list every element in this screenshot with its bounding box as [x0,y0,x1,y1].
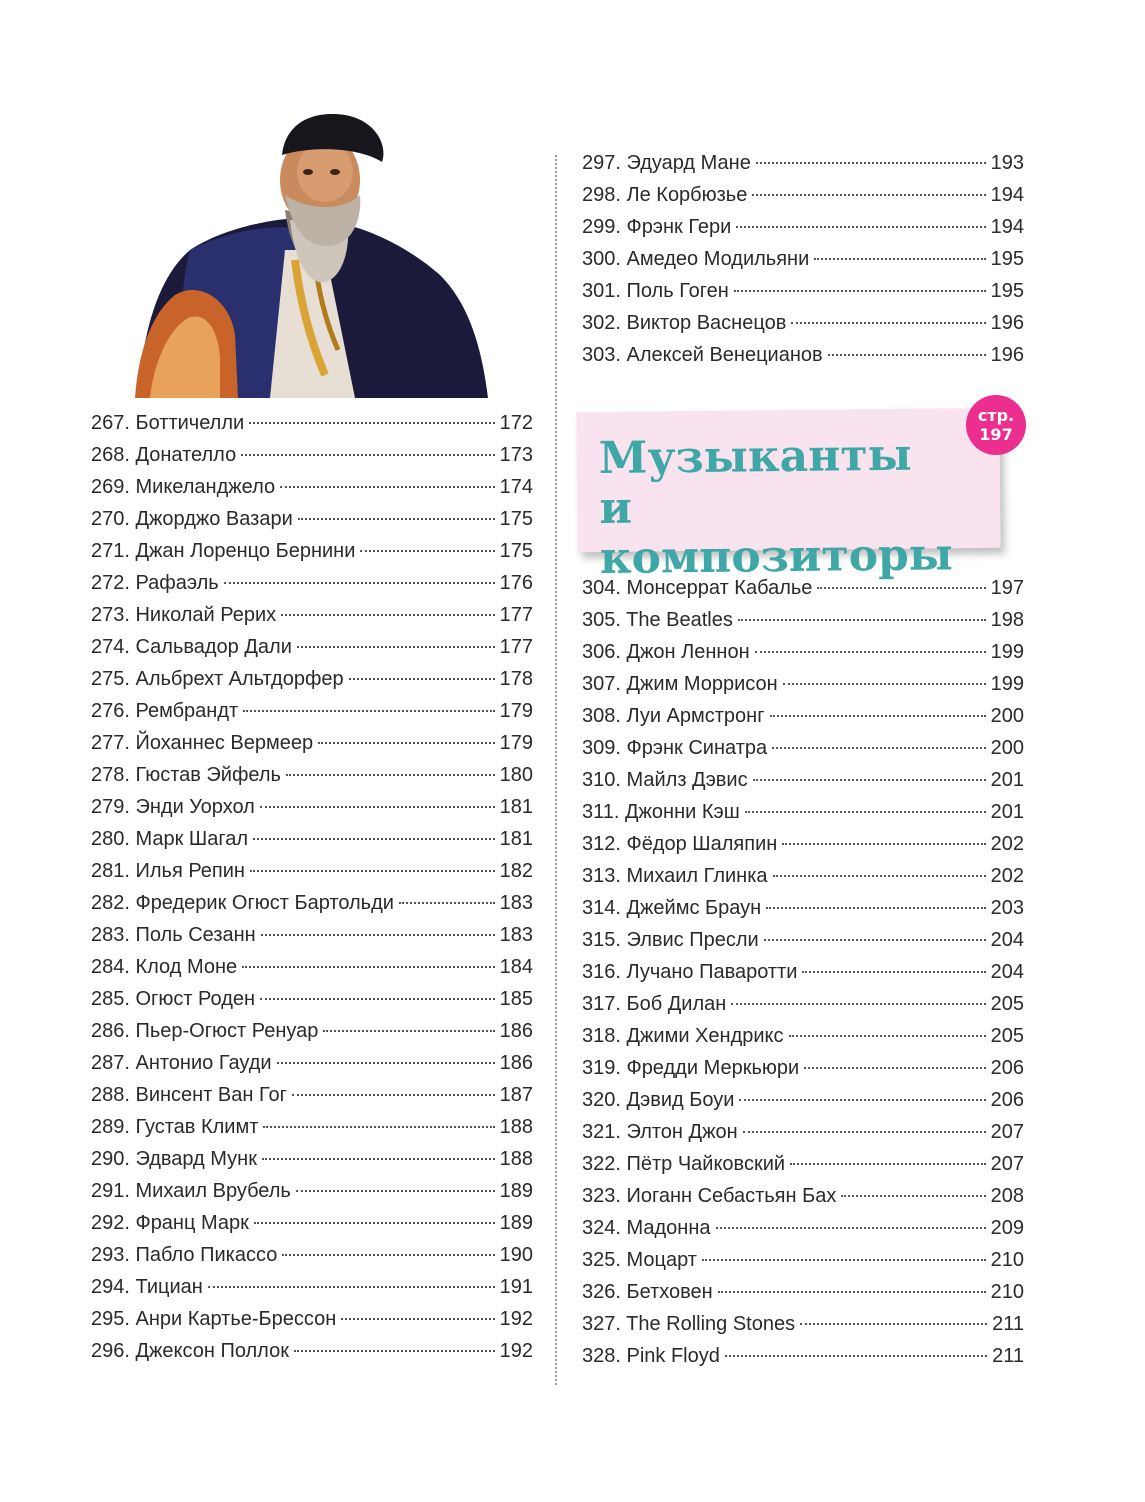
toc-entry-title: 322. Пётр Чайковский [582,1153,786,1175]
toc-leader-dots [281,613,494,616]
toc-leader-dots [262,1157,495,1160]
toc-entry-page: 207 [990,1153,1024,1175]
toc-entry-page: 199 [990,641,1024,663]
toc-entry [91,1271,533,1303]
toc-entry-title: 286. Пьер-Огюст Ренуар [91,1020,319,1042]
toc-leader-dots [814,257,985,260]
toc-leader-dots [745,810,986,813]
toc-entry [91,887,533,919]
toc-entry-page: 185 [499,988,533,1010]
toc-leader-dots [277,1061,495,1064]
toc-leader-dots [349,677,495,680]
toc-entry-page: 208 [990,1185,1024,1207]
toc-entry [91,951,533,983]
toc-leader-dots [296,1189,495,1192]
toc-entry-title: 315. Элвис Пресли [582,929,759,951]
toc-entry-title: 302. Виктор Васнецов [582,312,787,334]
toc-entry-title: 292. Франц Марк [91,1212,249,1234]
toc-leader-dots [323,1029,494,1032]
toc-entry-page: 184 [499,956,533,978]
toc-entry [91,1047,533,1079]
toc-entry-title: 314. Джеймс Браун [582,897,762,919]
toc-entry [582,1084,1024,1116]
toc-leader-dots [249,421,494,424]
toc-leader-dots [773,874,986,877]
toc-entry-title: 285. Огюст Роден [91,988,256,1010]
toc-entry-title: 270. Джорджо Вазари [91,508,293,530]
toc-entry-title: 320. Дэвид Боуи [582,1089,735,1111]
toc-entry [582,572,1024,604]
toc-leader-dots [298,517,495,520]
toc-entry-title: 268. Донателло [91,444,237,466]
toc-entry-title: 267. Боттичелли [91,412,245,434]
toc-entry-page: 201 [990,801,1024,823]
toc-entry-page: 200 [990,705,1024,727]
toc-leader-dots [718,1290,986,1293]
toc-leader-dots [841,1194,985,1197]
toc-leader-dots [766,906,985,909]
toc-leader-dots [756,161,986,164]
toc-leader-dots [341,1317,494,1320]
toc-entry [582,956,1024,988]
toc-entry-page: 202 [990,865,1024,887]
toc-leader-dots [725,1354,987,1357]
toc-entry-page: 196 [990,344,1024,366]
toc-leader-dots [782,842,985,845]
toc-leader-dots [254,1221,495,1224]
toc-entry-title: 291. Михаил Врубель [91,1180,291,1202]
toc-entry-title: 281. Илья Репин [91,860,245,882]
toc-leader-dots [282,1253,494,1256]
toc-entry-page: 211 [992,1345,1024,1367]
toc-leader-dots [297,645,495,648]
toc-entry-page: 186 [499,1052,533,1074]
toc-entry-page: 175 [499,508,533,530]
toc-leader-dots [738,618,986,621]
toc-entry [582,892,1024,924]
toc-entry [582,636,1024,668]
toc-entry-title: 305. The Beatles [582,609,733,631]
toc-leader-dots [736,225,985,228]
toc-entry [91,1303,533,1335]
toc-leader-dots [242,965,495,968]
toc-entry [91,727,533,759]
toc-leader-dots [817,586,985,589]
toc-entry-page: 174 [499,476,533,498]
toc-entry-title: 298. Ле Корбюзье [582,184,748,206]
toc-entry-page: 181 [499,828,533,850]
toc-leader-dots [716,1226,986,1229]
toc-entry [582,924,1024,956]
toc-entry [91,983,533,1015]
toc-entry [582,1020,1024,1052]
toc-entry-title: 278. Гюстав Эйфель [91,764,281,786]
toc-leader-dots [263,1125,494,1128]
toc-entry-page: 188 [499,1148,533,1170]
toc-entry-title: 271. Джан Лоренцо Бернини [91,540,356,562]
toc-entry-page: 172 [499,412,533,434]
toc-entry-page: 186 [499,1020,533,1042]
toc-leader-dots [752,193,985,196]
toc-entry-title: 290. Эдвард Мунк [91,1148,257,1170]
toc-leader-dots [755,650,986,653]
toc-entry [91,919,533,951]
toc-entry-page: 177 [499,636,533,658]
toc-entry [91,759,533,791]
toc-entry-title: 296. Джексон Поллок [91,1340,289,1362]
toc-leader-dots [828,353,986,356]
toc-entry-page: 200 [990,737,1024,759]
toc-entry-page: 211 [992,1313,1024,1335]
toc-leader-dots [804,1066,985,1069]
toc-entry [91,1015,533,1047]
toc-entry-page: 188 [499,1116,533,1138]
toc-entry-title: 277. Йоханнес Вермеер [91,732,314,754]
toc-entry-page: 192 [499,1340,533,1362]
section-title [599,430,1002,584]
toc-leader-dots [360,549,494,552]
toc-entry-page: 207 [990,1121,1024,1143]
toc-entry [91,535,533,567]
toc-entry-title: 304. Монсеррат Кабалье [582,577,813,599]
toc-entry-page: 182 [499,860,533,882]
toc-leader-dots [224,581,495,584]
toc-entry-title: 274. Сальвадор Дали [91,636,292,658]
toc-entry-title: 287. Антонио Гауди [91,1052,272,1074]
toc-entry [582,988,1024,1020]
toc-entry [582,796,1024,828]
toc-leader-dots [702,1258,986,1261]
toc-entry-title: 301. Поль Гоген [582,280,729,302]
toc-entry [582,668,1024,700]
toc-entry [91,1239,533,1271]
toc-entry [582,339,1024,371]
toc-entry [582,1276,1024,1308]
toc-entry-page: 181 [499,796,533,818]
toc-entry [582,1148,1024,1180]
toc-entry [91,823,533,855]
toc-entry-page: 205 [990,1025,1024,1047]
toc-entry [91,695,533,727]
toc-entry-title: 300. Амедео Модильяни [582,248,810,270]
toc-entry-page: 192 [499,1308,533,1330]
toc-entry-page: 196 [990,312,1024,334]
toc-entry-title: 303. Алексей Венецианов [582,344,823,366]
page-badge [966,395,1026,455]
toc-entry [91,1111,533,1143]
toc-leader-dots [318,741,494,744]
toc-entry [582,764,1024,796]
toc-entry-page: 177 [499,604,533,626]
toc-entry [582,1116,1024,1148]
toc-entry [91,599,533,631]
toc-entry-page: 189 [499,1180,533,1202]
toc-entry [582,1212,1024,1244]
toc-leader-dots [261,933,495,936]
page-badge-number: 197 [979,425,1013,444]
toc-leader-dots [802,970,985,973]
toc-entry [582,307,1024,339]
toc-leader-dots [789,1034,986,1037]
toc-entry [91,567,533,599]
toc-leader-dots [764,938,986,941]
portrait-image [120,100,505,398]
toc-entry-title: 309. Фрэнк Синатра [582,737,768,759]
toc-entry [582,243,1024,275]
toc-leader-dots [260,997,495,1000]
toc-entry-title: 316. Лучано Паваротти [582,961,798,983]
toc-entry-title: 327. The Rolling Stones [582,1313,796,1335]
toc-entry-page: 210 [990,1249,1024,1271]
toc-entry-title: 283. Поль Сезанн [91,924,256,946]
toc-entry-page: 204 [990,929,1024,951]
toc-entry [91,439,533,471]
toc-entry-title: 299. Фрэнк Гери [582,216,732,238]
toc-entry-title: 317. Боб Дилан [582,993,727,1015]
toc-left-column [91,407,533,1367]
toc-entry-title: 294. Тициан [91,1276,203,1298]
toc-entry [91,1175,533,1207]
toc-leader-dots [243,709,494,712]
toc-leader-dots [292,1093,495,1096]
toc-entry-page: 176 [499,572,533,594]
toc-entry-title: 272. Рафаэль [91,572,219,594]
toc-entry-page: 206 [990,1089,1024,1111]
toc-entry-title: 297. Эдуард Мане [582,152,751,174]
toc-entry-title: 308. Луи Армстронг [582,705,765,727]
toc-entry-title: 279. Энди Уорхол [91,796,255,818]
toc-leader-dots [280,485,495,488]
toc-entry-page: 201 [990,769,1024,791]
toc-entry [91,1079,533,1111]
toc-entry-page: 194 [990,216,1024,238]
toc-entry [582,1180,1024,1212]
toc-leader-dots [399,901,495,904]
toc-leader-dots [294,1349,495,1352]
toc-entry-title: 319. Фредди Меркьюри [582,1057,800,1079]
toc-leader-dots [731,1002,985,1005]
toc-leader-dots [286,773,495,776]
toc-entry [582,732,1024,764]
toc-entry-title: 328. Pink Floyd [582,1345,720,1367]
toc-entry [582,1052,1024,1084]
toc-entry [91,1207,533,1239]
toc-entry-page: 193 [990,152,1024,174]
toc-entry-page: 183 [499,892,533,914]
toc-entry-page: 179 [499,732,533,754]
toc-entry [582,211,1024,243]
toc-leader-dots [790,1162,986,1165]
toc-entry-page: 183 [499,924,533,946]
column-divider [555,155,557,1385]
toc-entry-title: 289. Густав Климт [91,1116,259,1138]
toc-leader-dots [743,1130,986,1133]
toc-entry [582,860,1024,892]
toc-leader-dots [783,682,986,685]
toc-leader-dots [241,453,494,456]
toc-entry-page: 187 [499,1084,533,1106]
toc-leader-dots [208,1285,495,1288]
toc-entry-page: 203 [990,897,1024,919]
toc-entry [91,631,533,663]
toc-entry-title: 321. Элтон Джон [582,1121,738,1143]
toc-entry-page: 197 [990,577,1024,599]
toc-entry [91,503,533,535]
toc-entry [582,147,1024,179]
toc-entry-title: 307. Джим Моррисон [582,673,778,695]
toc-entry [91,663,533,695]
toc-leader-dots [739,1098,985,1101]
toc-leader-dots [734,289,986,292]
toc-entry-title: 280. Марк Шагал [91,828,249,850]
toc-right-column-top [582,147,1024,371]
page-badge-label: стр. [977,406,1015,425]
toc-right-column-bottom [582,572,1024,1372]
section-header-musicians [576,408,1000,584]
toc-entry [582,275,1024,307]
toc-entry-title: 269. Микеланджело [91,476,276,498]
toc-entry [582,1340,1024,1372]
toc-leader-dots [250,869,495,872]
toc-entry-page: 173 [499,444,533,466]
toc-entry-page: 190 [499,1244,533,1266]
toc-entry-title: 293. Пабло Пикассо [91,1244,278,1266]
toc-leader-dots [772,746,986,749]
toc-entry-page: 175 [499,540,533,562]
toc-entry-page: 206 [990,1057,1024,1079]
toc-entry-title: 318. Джими Хендрикс [582,1025,784,1047]
toc-entry-page: 191 [499,1276,533,1298]
toc-entry-page: 198 [990,609,1024,631]
toc-entry-title: 284. Клод Моне [91,956,238,978]
toc-entry-title: 275. Альбрехт Альтдорфер [91,668,344,690]
toc-entry [582,1244,1024,1276]
toc-entry [582,700,1024,732]
toc-entry-page: 204 [990,961,1024,983]
toc-entry-title: 276. Рембрандт [91,700,239,722]
toc-entry-title: 273. Николай Рерих [91,604,277,626]
toc-entry-page: 195 [990,248,1024,270]
section-title-line1: Музыканты [598,429,912,484]
toc-entry-page: 178 [499,668,533,690]
toc-entry-title: 313. Михаил Глинка [582,865,768,887]
toc-entry [582,179,1024,211]
toc-entry [91,791,533,823]
toc-entry-page: 205 [990,993,1024,1015]
toc-entry-page: 210 [990,1281,1024,1303]
toc-entry-page: 194 [990,184,1024,206]
toc-entry [91,1143,533,1175]
toc-entry [91,1335,533,1367]
toc-entry-page: 179 [499,700,533,722]
toc-entry-title: 312. Фёдор Шаляпин [582,833,778,855]
toc-entry [582,604,1024,636]
toc-leader-dots [770,714,986,717]
toc-entry [91,471,533,503]
toc-entry-title: 311. Джонни Кэш [582,801,740,823]
toc-entry [91,407,533,439]
toc-entry-page: 199 [990,673,1024,695]
toc-entry-page: 180 [499,764,533,786]
toc-leader-dots [753,778,986,781]
toc-leader-dots [253,837,495,840]
toc-leader-dots [260,805,495,808]
toc-leader-dots [791,321,985,324]
toc-entry-title: 295. Анри Картье-Брессон [91,1308,337,1330]
toc-entry-title: 326. Бетховен [582,1281,713,1303]
toc-entry [582,828,1024,860]
toc-entry [582,1308,1024,1340]
section-title-line2: и композиторы [599,482,954,584]
toc-entry-title: 323. Иоганн Себастьян Бах [582,1185,837,1207]
toc-entry-title: 324. Мадонна [582,1217,711,1239]
toc-entry-page: 202 [990,833,1024,855]
toc-entry-title: 282. Фредерик Огюст Бартольди [91,892,394,914]
toc-entry [91,855,533,887]
toc-entry-title: 306. Джон Леннон [582,641,750,663]
toc-entry-title: 288. Винсент Ван Гог [91,1084,287,1106]
toc-entry-title: 310. Майлз Дэвис [582,769,748,791]
toc-entry-title: 325. Моцарт [582,1249,697,1271]
toc-entry-page: 189 [499,1212,533,1234]
toc-leader-dots [800,1322,987,1325]
toc-entry-page: 209 [990,1217,1024,1239]
toc-entry-page: 195 [990,280,1024,302]
